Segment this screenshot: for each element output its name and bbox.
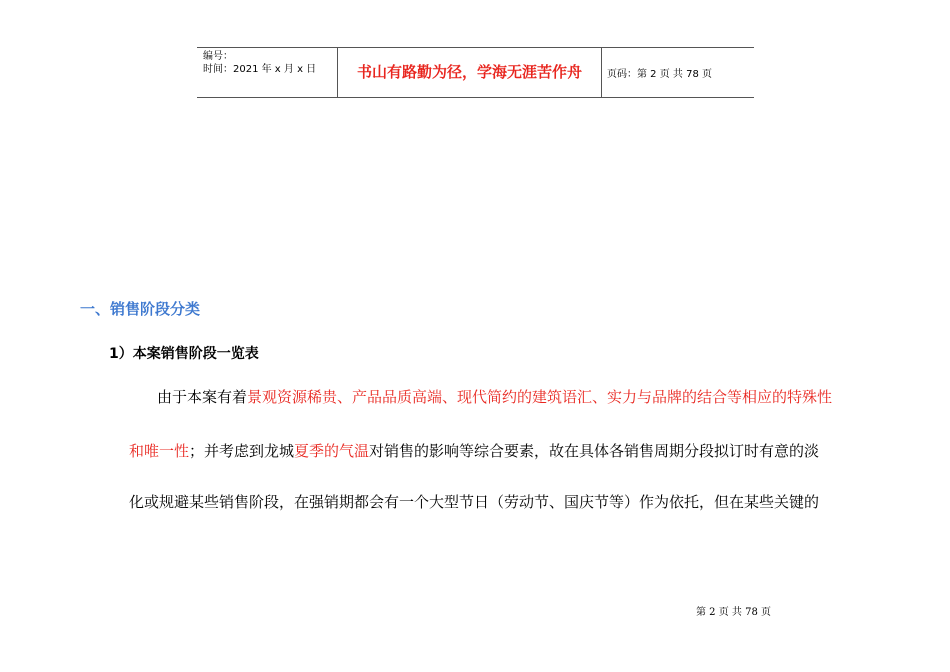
date-label: 时间：2021 年 x 月 x 日 bbox=[203, 64, 317, 75]
header-meta bbox=[203, 50, 316, 76]
highlighted-text: 夏季的气温 bbox=[294, 442, 370, 460]
paragraph-text: 由于本案有着 bbox=[157, 388, 248, 406]
paragraph-text: 对销售的影响等综合要素，故在具体各销售周期分段拟订时有意的淡 bbox=[369, 442, 820, 460]
header-divider-right bbox=[601, 48, 602, 97]
header-motto: 书山有路勤为径，学海无涯苦作舟 bbox=[356, 63, 582, 81]
header-page-code: 页码：第 2 页 共 78 页 bbox=[607, 69, 712, 80]
section-heading: 一、销售阶段分类 bbox=[80, 300, 201, 318]
page-header-table bbox=[197, 47, 754, 98]
page-footer: 第 2 页 共 78 页 bbox=[696, 607, 771, 618]
subsection-heading: 1）本案销售阶段一览表 bbox=[109, 346, 259, 362]
highlighted-text: 和唯一性 bbox=[129, 442, 190, 460]
paragraph-line-3: 化或规避某些销售阶段，在强销期都会有一个大型节日（劳动节、国庆节等）作为依托，但在某些关键的 bbox=[129, 493, 820, 511]
paragraph-line-1 bbox=[157, 386, 832, 407]
highlighted-text: 景观资源稀贵、产品品质高端、现代简约的建筑语汇、实力与品牌的结合等相应的特殊性 bbox=[247, 388, 833, 406]
paragraph-text: ；并考虑到龙城 bbox=[189, 442, 295, 460]
serial-number-label: 编号： bbox=[203, 51, 233, 62]
paragraph-line-2 bbox=[129, 440, 819, 461]
